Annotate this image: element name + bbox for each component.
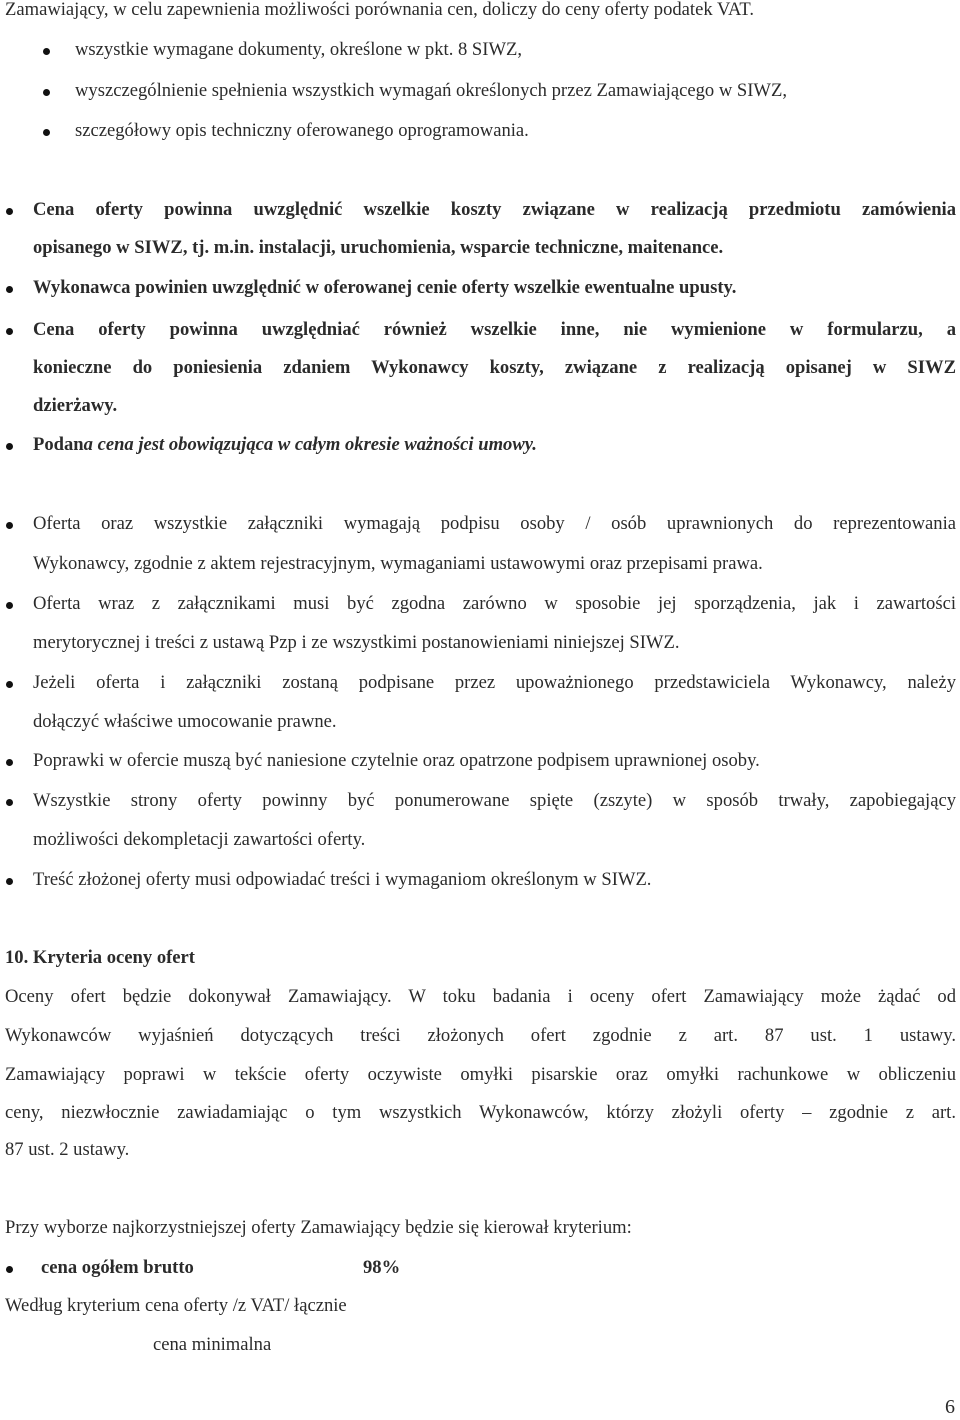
other-costs-line1: Cena oferty powinna uwzględniać również wszelkie inne, nie wymienione w formularzu, a [33, 319, 956, 340]
section-p-line5: 87 ust. 2 ustawy. [5, 1139, 130, 1160]
bullet-icon [6, 1266, 13, 1273]
section-p-line4: ceny, niezwłocznie zawiadamiając o tym wszystkich Wykonawców, którzy złożyli oferty – zgodnie z art. [5, 1102, 956, 1123]
section-title: Kryteria oceny ofert [32, 947, 196, 968]
section-p-line3: Zamawiający poprawi w tekście oferty oczywiste omyłki pisarskie oraz omyłki rachunkowe w obliczeniu [5, 1064, 956, 1085]
intro-line: Zamawiający, w celu zapewnienia możliwości porównania cen, doliczy do ceny oferty podatek VAT. [5, 0, 754, 20]
bullet-icon [6, 681, 13, 688]
criterion-name: cena ogółem brutto [41, 1257, 194, 1278]
criteria-intro: Przy wyborze najkorzystniejszej oferty Zamawiający będzie się kierował kryterium: [5, 1217, 632, 1238]
doc-item-1: wszystkie wymagane dokumenty, określone w pkt. 8 SIWZ, [75, 39, 523, 60]
bullet-icon [6, 759, 13, 766]
corrections-item: Poprawki w ofercie muszą być naniesione czytelnie oraz opatrzone podpisem uprawnionej osoby. [33, 750, 760, 771]
pages-line2: możliwości dekompletacji zawartości oferty. [33, 829, 366, 850]
criterion-rule: Według kryterium cena oferty /z VAT/ łącznie [5, 1295, 347, 1316]
bullet-icon [6, 443, 13, 450]
bullet-icon [6, 602, 13, 609]
section-number: 10. [5, 947, 29, 968]
price-validity-italic: a cena jest obowiązująca w całym okresie ważności umowy. [83, 434, 537, 455]
cost-item-line1: Cena oferty powinna uwzględnić wszelkie koszty związane w realizacją przedmiotu zamówienia [33, 199, 956, 220]
doc-item-3: szczegółowy opis techniczny oferowanego oprogramowania. [75, 120, 529, 141]
bullet-icon [6, 799, 13, 806]
signature-line1: Oferta oraz wszystkie załączniki wymagają podpisu osoby / osób uprawnionych do reprezentowania [33, 513, 956, 534]
doc-item-2: wyszczególnienie spełnienia wszystkich wymagań określonych przez Zamawiającego w SIWZ, [75, 80, 787, 101]
other-costs-line2: konieczne do poniesienia zdaniem Wykonawcy koszty, związane z realizacją opisanej w SIWZ [33, 357, 956, 378]
bullet-icon [43, 129, 50, 136]
content-item: Treść złożonej oferty musi odpowiadać treści i wymaganiom określonym w SIWZ. [33, 869, 652, 890]
signature-line2: Wykonawcy, zgodnie z aktem rejestracyjnym, wymaganiami ustawowymi oraz przepisami prawa. [33, 553, 763, 574]
cost-item-line2: opisanego w SIWZ, tj. m.in. instalacji, uruchomienia, wsparcie techniczne, maitenance. [33, 237, 724, 258]
proxy-line2: dołączyć właściwe umocowanie prawne. [33, 711, 337, 732]
proxy-line1: Jeżeli oferta i załączniki zostaną podpisane przez upoważnionego przedstawiciela Wykonawcy, należy [33, 672, 956, 693]
bullet-icon [6, 286, 13, 293]
section-heading [5, 946, 195, 970]
compliance-line1: Oferta wraz z załącznikami musi być zgodna zarówno w sposobie jej sporządzenia, jak i zawartości [33, 593, 956, 614]
price-validity-bold: Podan [33, 434, 84, 455]
section-p-line2: Wykonawców wyjaśnień dotyczących treści złożonych ofert zgodnie z art. 87 ust. 1 ustawy. [5, 1025, 956, 1046]
bullet-icon [6, 522, 13, 529]
bullet-icon [6, 328, 13, 335]
criterion-weight: 98% [363, 1257, 401, 1278]
price-validity-item [33, 433, 537, 457]
bullet-icon [6, 208, 13, 215]
discount-item: Wykonawca powinien uwzględnić w oferowanej cenie oferty wszelkie ewentualne upusty. [33, 277, 737, 298]
page-number: 6 [945, 1396, 955, 1418]
pages-line1: Wszystkie strony oferty powinny być ponumerowane spięte (zszyte) w sposób trwały, zapobiegający [33, 790, 956, 811]
other-costs-line3: dzierżawy. [33, 395, 118, 416]
section-p-line1: Oceny ofert będzie dokonywał Zamawiający. W toku badania i oceny ofert Zamawiający może żądać od [5, 986, 956, 1007]
compliance-line2: merytorycznej i treści z ustawą Pzp i ze wszystkimi postanowieniami niniejszej SIWZ. [33, 632, 680, 653]
bullet-icon [43, 48, 50, 55]
criterion-note: cena minimalna [153, 1334, 272, 1355]
bullet-icon [43, 89, 50, 96]
bullet-icon [6, 878, 13, 885]
